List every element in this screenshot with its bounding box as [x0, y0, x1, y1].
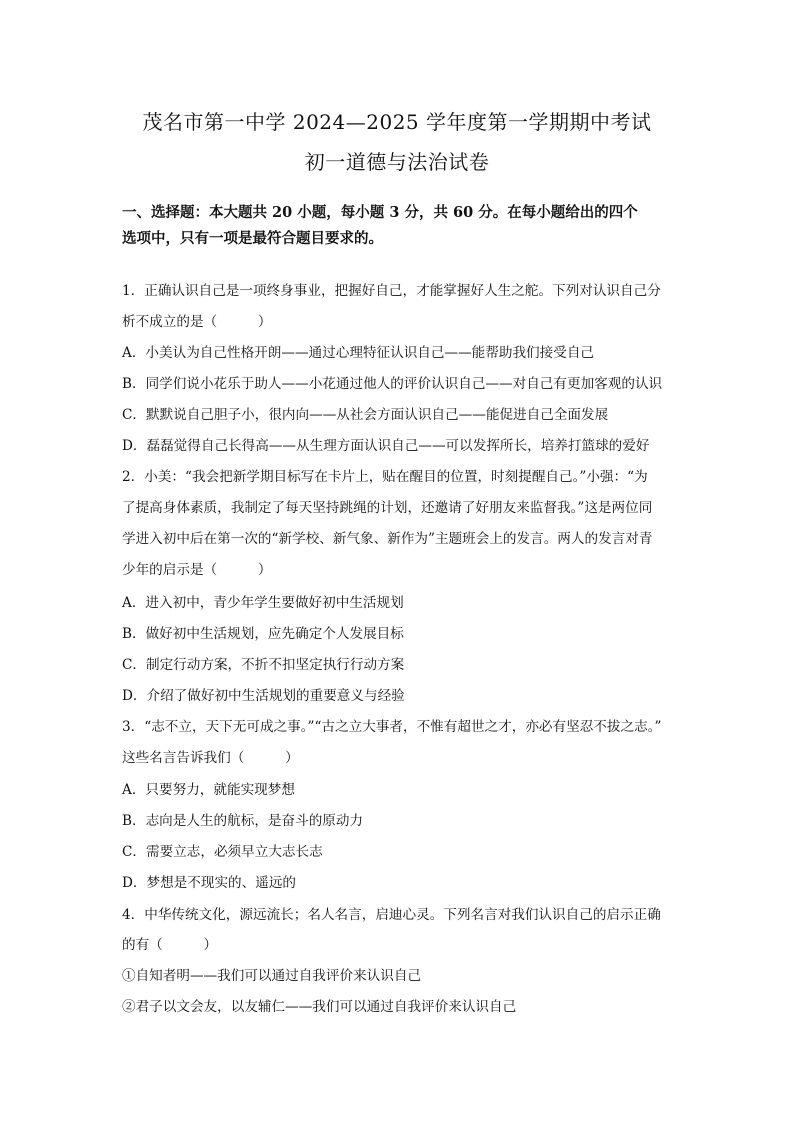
question-3-stem-line-2: 这些名言告诉我们（ ） [122, 750, 299, 766]
exam-subtitle: 初一道德与法治试卷 [304, 150, 490, 174]
question-3-stem-line-1: 3．“志不立，天下无可成之事。”“古之立大事者，不惟有超世之才，亦必有坚忍不拔之志。” [122, 719, 662, 735]
question-2-option-d: D．介绍了做好初中生活规划的重要意义与经验 [122, 688, 405, 704]
question-2-stem-line-2: 了提高身体素质，我制定了每天坚持跳绳的计划，还邀请了好朋友来监督我。”这是两位同 [122, 500, 653, 516]
question-2-stem-line-4: 少年的启示是（ ） [122, 562, 272, 578]
question-2-option-a: A．进入初中，青少年学生要做好初中生活规划 [122, 595, 404, 611]
section-heading-line1: 一、选择题：本大题共 20 小题，每小题 3 分，共 60 分。在每小题给出的四个 [122, 204, 638, 221]
question-4-option-1: ①自知者明——我们可以通过自我评价来认识自己 [122, 968, 422, 984]
question-1-option-b: B．同学们说小花乐于助人——小花通过他人的评价认识自己——对自己有更加客观的认识 [122, 376, 663, 392]
question-1-option-d: D．磊磊觉得自己长得高——从生理方面认识自己——可以发挥所长，培养打篮球的爱好 [122, 438, 650, 454]
question-3-option-b: B．志向是人生的航标，是奋斗的原动力 [122, 813, 364, 829]
section-heading-line2: 选项中，只有一项是最符合题目要求的。 [122, 230, 383, 247]
question-1-stem-line-1: 1．正确认识自己是一项终身事业，把握好自己，才能掌握好人生之舵。下列对认识自己分 [122, 283, 661, 299]
question-3-option-c: C．需要立志，必须早立大志长志 [122, 844, 323, 860]
question-2-option-b: B．做好初中生活规划，应先确定个人发展目标 [122, 626, 404, 642]
exam-title: 茂名市第一中学 2024—2025 学年度第一学期期中考试 [142, 110, 652, 134]
question-4-stem-line-2: 的有（ ） [122, 937, 218, 953]
question-2-stem-line-3: 学进入初中后在第一次的“新学校、新气象、新作为”主题班会上的发言。两人的发言对青 [122, 531, 653, 547]
section-heading [122, 200, 682, 252]
question-2-stem-line-1: 2．小美：“我会把新学期目标写在卡片上，贴在醒目的位置，时刻提醒自己。”小强：“为 [122, 469, 648, 485]
question-1-option-c: C．默默说自己胆子小，很内向——从社会方面认识自己——能促进自己全面发展 [122, 407, 609, 423]
question-4-stem-line-1: 4．中华传统文化，源远流长；名人名言，启迪心灵。下列名言对我们认识自己的启示正确 [122, 907, 661, 923]
question-4-option-2: ②君子以文会友，以友辅仁——我们可以通过自我评价来认识自己 [122, 999, 517, 1015]
question-1-option-a: A．小美认为自己性格开朗——通过心理特征认识自己——能帮助我们接受自己 [122, 345, 595, 361]
question-3-option-a: A．只要努力，就能实现梦想 [122, 782, 295, 798]
question-3-option-d: D．梦想是不现实的、遥远的 [122, 875, 297, 891]
question-1-stem-line-2: 析不成立的是（ ） [122, 314, 272, 330]
question-2-option-c: C．制定行动方案，不折不扣坚定执行行动方案 [122, 657, 405, 673]
